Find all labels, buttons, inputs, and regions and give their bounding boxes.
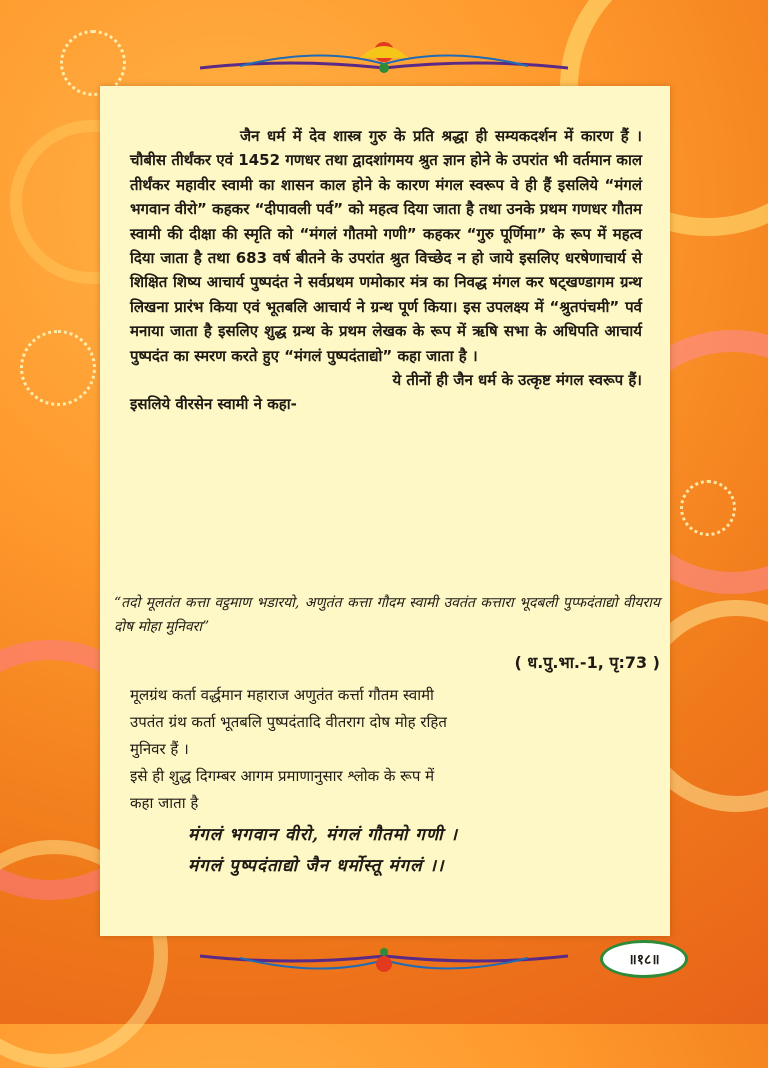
text-panel [100,86,670,936]
bottom-ornament-icon [200,942,568,982]
meaning-line: मुनिवर हैं । [130,740,189,758]
main-paragraph-block [130,124,642,417]
top-ornament-icon [200,38,568,78]
conclusion-line: ये तीनों ही जैन धर्म के उत्कृष्ट मंगल स्वरूप हैं। [392,371,642,390]
meaning-block [130,682,630,817]
prakrit-quote: “तदो मूलतंत कत्ता वट्ठमाण भडारयो, अणुतंत कत्ता गौदम स्वामी उवतंत कत्तारा भूदबली पुप्फदंताद्यो वीयराय दोष मोहा मुनिवरा” [114,595,660,635]
reference-citation: ( ध.पु.भा.-1, पृ:73 ) [514,653,660,672]
meaning-line: मूलग्रंथ कर्ता वर्द्धमान महाराज अणुतंत कर्त्ता गौतम स्वामी [130,686,434,704]
dotted-circle [680,480,736,536]
meaning-line: उपतंत ग्रंथ कर्ता भूतबलि पुष्पदंतादि वीतराग दोष मोह रहित [130,713,447,731]
shloka-line-1: मंगलं भगवान वीरो, मंगलं गौतमो गणी । [188,825,458,845]
main-paragraph: जैन धर्म में देव शास्त्र गुरु के प्रति श्रद्धा ही सम्यकदर्शन में कारण हैं । चौबीस तीर्थंकर एवं 1452 गणधर तथा द्वादशांगमय श्रुत ज्ञान होने के उपरांत भी वर्तमान काल तीर्थंकर महावीर स्वामी का शासन काल होने के कारण मंगल स्वरूप वे ही हैं इसलिये “मंगलं भगवान वीरो” कहकर “दीपावली पर्व” को महत्व दिया जाता है तथा उनके प्रथम गणधर गौतम स्वामी की दीक्षा की स्मृति को “मंगलं गौतमो गणी” कहकर “गुरु पूर्णिमा” के रूप में महत्व दिया जाता है तथा 683 वर्ष बीतने के उपरांत श्रुत विच्छेद न हो जाये इसलिए धरषेणाचार्य से शिक्षित शिष्य आचार्य पुष्पदंत ने सर्वप्रथम णमोकार मंत्र का निवद्ध मंगल कर षट्खण्डागम ग्रन्थ लिखना प्रारंभ किया एवं भूतबलि आचार्य ने ग्रन्थ पूर्ण किया। इस उपलक्ष्य में “श्रुतपंचमी” पर्व मनाया जाता है इसलिए शुद्ध ग्रन्थ के प्रथम लेखक के रूप में ऋषि सभा के अधिपति आचार्य पुष्पदंत का स्मरण करते हुए “मंगलं पुष्पदंताद्यो” कहा जाता है । [130,127,642,365]
dotted-circle [20,330,96,406]
intro-line: इसलिये वीरसेन स्वामी ने कहा- [130,395,297,414]
page-number-badge: ॥१८॥ [600,940,688,978]
meaning-line: कहा जाता है [130,794,199,812]
shloka-block [188,820,608,882]
meaning-line: इसे ही शुद्ध दिगम्बर आगम प्रमाणानुसार श्लोक के रूप में [130,767,435,785]
shloka-line-2: मंगलं पुष्पदंताद्यो जैन धर्मोस्तू मंगलं ।। [188,856,445,876]
